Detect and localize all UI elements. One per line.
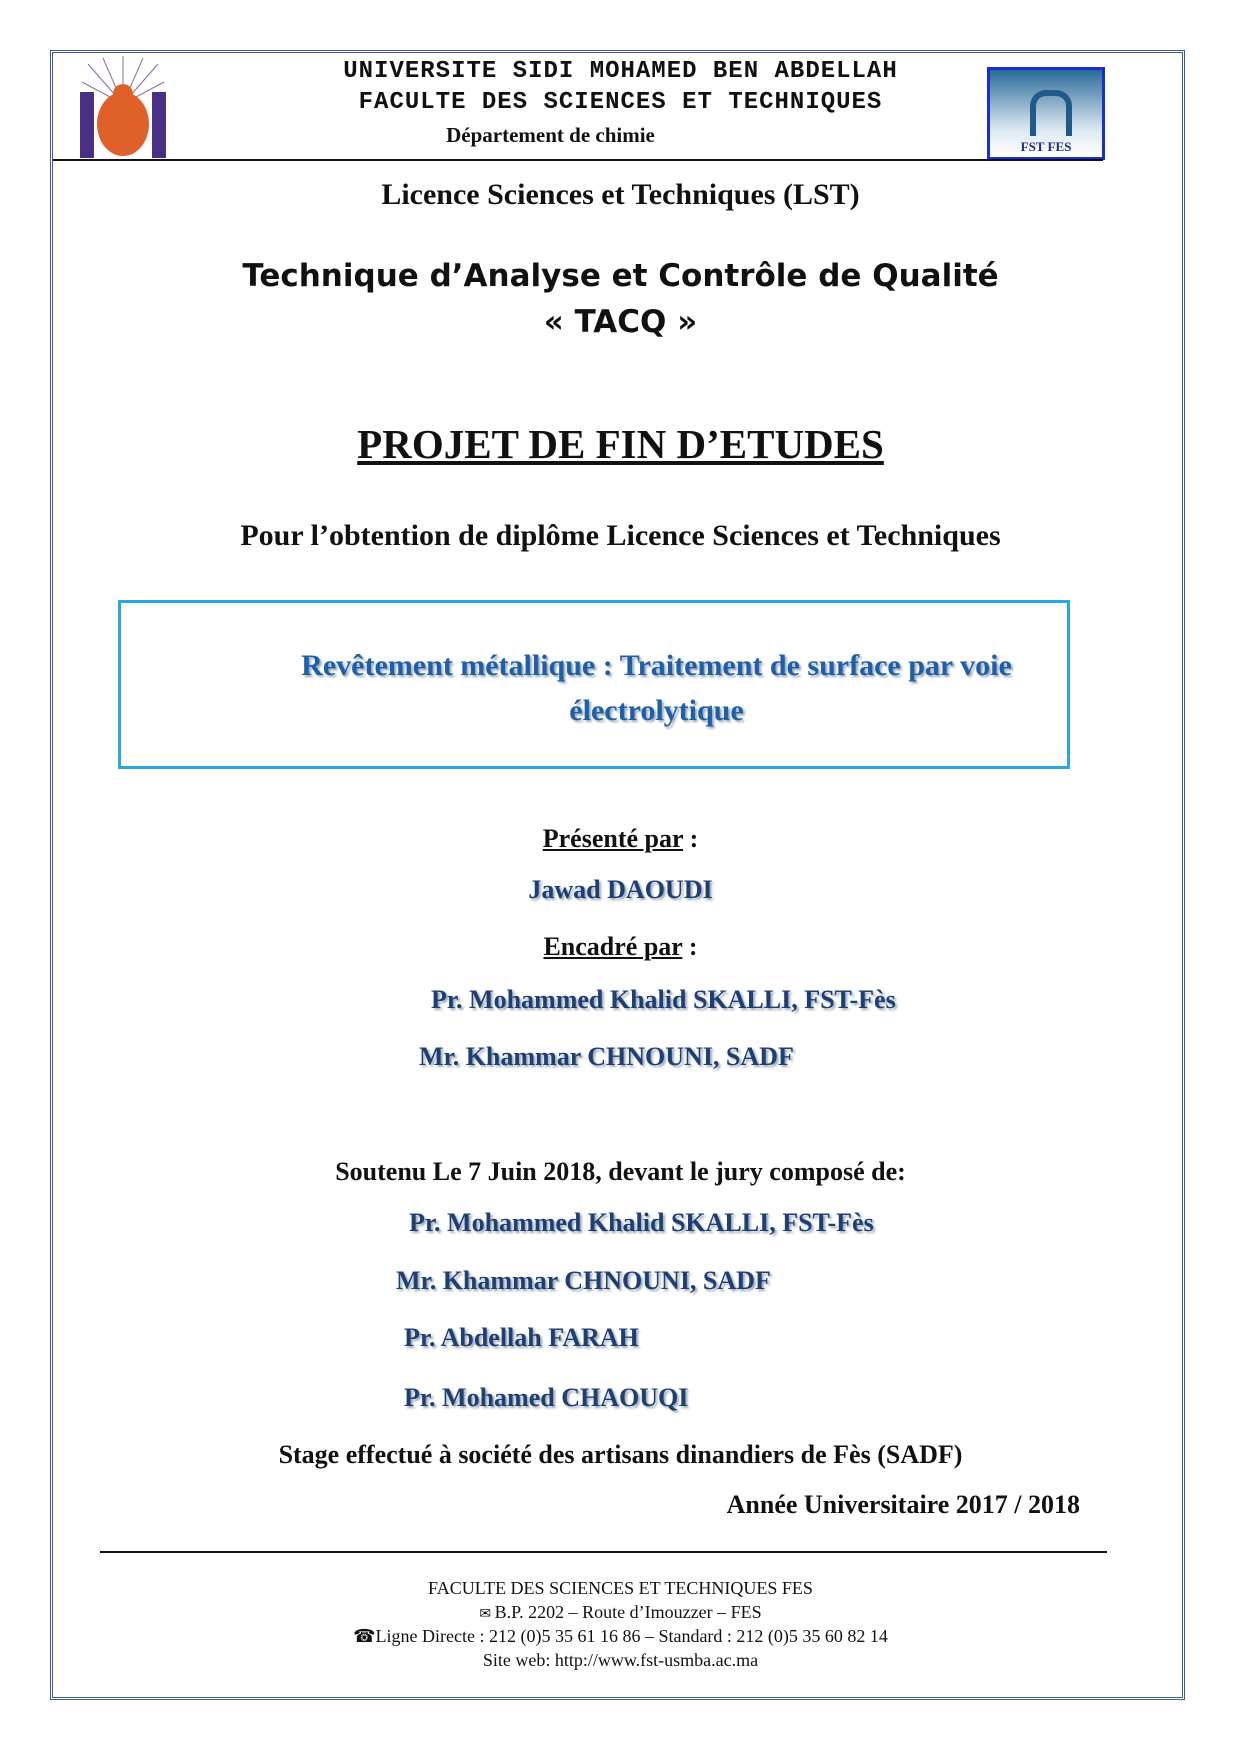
header-divider <box>53 159 1103 161</box>
footer-divider <box>100 1551 1107 1553</box>
phone-icon: ☎ <box>353 1626 376 1646</box>
program-title: Licence Sciences et Techniques (LST) <box>381 178 860 211</box>
university-name: UNIVERSITE SIDI MOHAMED BEN ABDELLAH <box>343 58 898 85</box>
student-name: Jawad DAOUDI <box>528 875 713 904</box>
project-title-line2: électrolytique <box>569 694 744 727</box>
project-title-line1: Revêtement métallique : Traitement de surface par voie <box>301 649 1012 682</box>
jury-member-1: Pr. Mohammed Khalid SKALLI, FST-Fès <box>409 1208 874 1237</box>
supervisor-2: Mr. Khammar CHNOUNI, SADF <box>419 1042 794 1071</box>
faculty-name: FACULTE DES SCIENCES ET TECHNIQUES <box>358 89 883 116</box>
fst-fes-logo: FST FES <box>987 67 1105 160</box>
footer-phone: ☎Ligne Directe : 212 (0)5 35 61 16 86 – Standard : 212 (0)5 35 60 82 14 <box>353 1626 888 1646</box>
supervised-by-heading: Encadré par : <box>543 932 698 961</box>
document-type: PROJET DE FIN D’ETUDES <box>357 421 884 467</box>
department-name: Département de chimie <box>446 123 655 147</box>
footer-address: ✉ B.P. 2202 – Route d’Imouzzer – FES <box>479 1602 762 1622</box>
degree-purpose: Pour l’obtention de diplôme Licence Sciences et Techniques <box>240 519 1001 552</box>
mailbox-icon: ✉ <box>479 1607 495 1622</box>
supervisor-1: Pr. Mohammed Khalid SKALLI, FST-Fès <box>431 985 896 1014</box>
defense-info: Soutenu Le 7 Juin 2018, devant le jury composé de: <box>335 1157 906 1186</box>
track-abbreviation: « TACQ » <box>543 304 698 340</box>
track-title: Technique d’Analyse et Contrôle de Qualité <box>242 258 999 294</box>
footer-faculty: FACULTE DES SCIENCES ET TECHNIQUES FES <box>428 1578 813 1598</box>
project-title-box <box>118 600 1070 769</box>
jury-member-3: Pr. Abdellah FARAH <box>404 1323 639 1352</box>
internship-info: Stage effectué à société des artisans dinandiers de Fès (SADF) <box>278 1440 963 1469</box>
academic-year: Année Universitaire 2017 / 2018 <box>726 1490 1080 1519</box>
presented-by-heading: Présenté par : <box>542 824 699 853</box>
footer-website[interactable]: Site web: http://www.fst-usmba.ac.ma <box>482 1650 759 1670</box>
jury-member-4: Pr. Mohamed CHAOUQI <box>404 1383 689 1412</box>
jury-member-2: Mr. Khammar CHNOUNI, SADF <box>396 1266 771 1295</box>
